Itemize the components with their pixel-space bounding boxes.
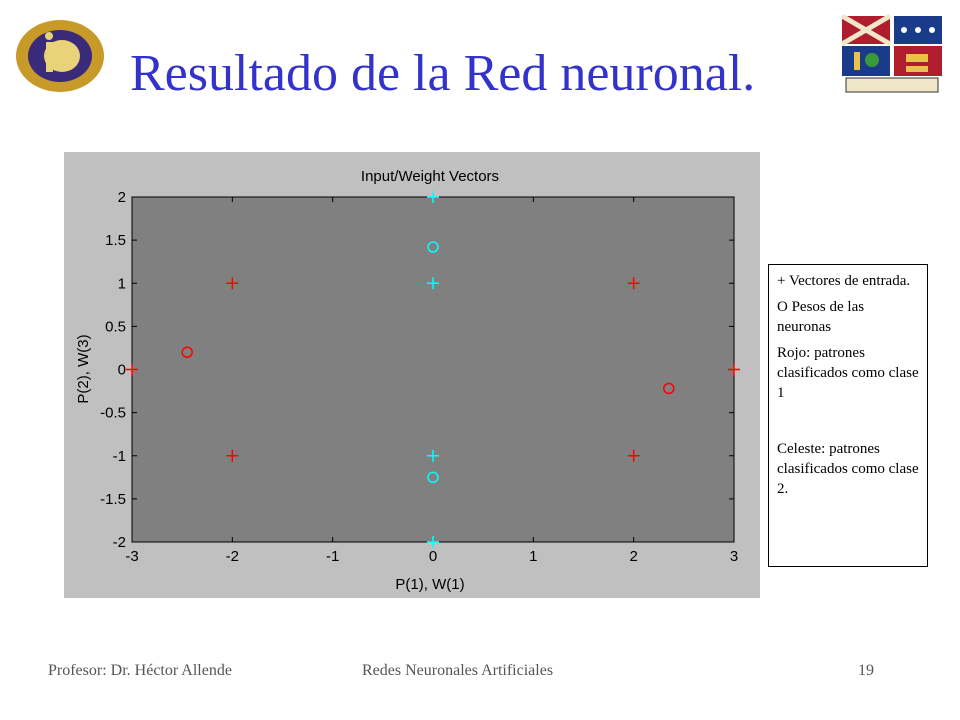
x-tick-label: -1 bbox=[325, 548, 340, 565]
plot-area bbox=[132, 197, 734, 542]
y-tick-label: 0.5 bbox=[105, 318, 126, 336]
y-tick-label: -1 bbox=[112, 447, 126, 465]
y-tick-label: 1.5 bbox=[105, 232, 126, 250]
y-axis-label: P(2), W(3) bbox=[75, 334, 92, 404]
university-logo-left bbox=[10, 12, 110, 100]
chart-svg bbox=[64, 152, 760, 598]
footer-author: Profesor: Dr. Héctor Allende bbox=[48, 662, 232, 679]
x-tick-label: 3 bbox=[729, 548, 739, 565]
university-crest-right bbox=[840, 14, 945, 100]
y-tick-label: -1.5 bbox=[100, 490, 126, 508]
y-tick-label: 1 bbox=[117, 275, 126, 293]
x-tick-label: 2 bbox=[629, 548, 638, 565]
legend-note-box bbox=[768, 264, 928, 567]
x-tick-label: 0 bbox=[428, 548, 438, 565]
footer-page-number: 19 bbox=[858, 662, 874, 679]
y-tick-label: 2 bbox=[117, 189, 126, 206]
x-tick-label: -3 bbox=[125, 548, 139, 565]
y-tick-label: -0.5 bbox=[100, 404, 126, 422]
x-tick-label: 1 bbox=[529, 548, 538, 565]
scatter-chart bbox=[64, 152, 760, 598]
slide-title: Resultado de la Red neuronal. bbox=[130, 45, 756, 102]
chart-title: Input/Weight Vectors bbox=[360, 168, 500, 185]
legend-input-vectors: + Vectores de entrada. bbox=[777, 273, 911, 289]
x-axis-label: P(1), W(1) bbox=[395, 576, 465, 593]
y-tick-label: -2 bbox=[112, 534, 126, 551]
legend-class-1: Rojo: patrones clasificados como clase 1 bbox=[777, 345, 919, 401]
legend-neuron-weights: O Pesos de las neuronas bbox=[777, 299, 865, 335]
footer-course: Redes Neuronales Artificiales bbox=[362, 662, 554, 679]
legend-class-2: Celeste: patrones clasificados como clase 2. bbox=[777, 441, 919, 497]
x-tick-label: -2 bbox=[225, 548, 240, 565]
y-tick-label: 0 bbox=[117, 361, 126, 379]
